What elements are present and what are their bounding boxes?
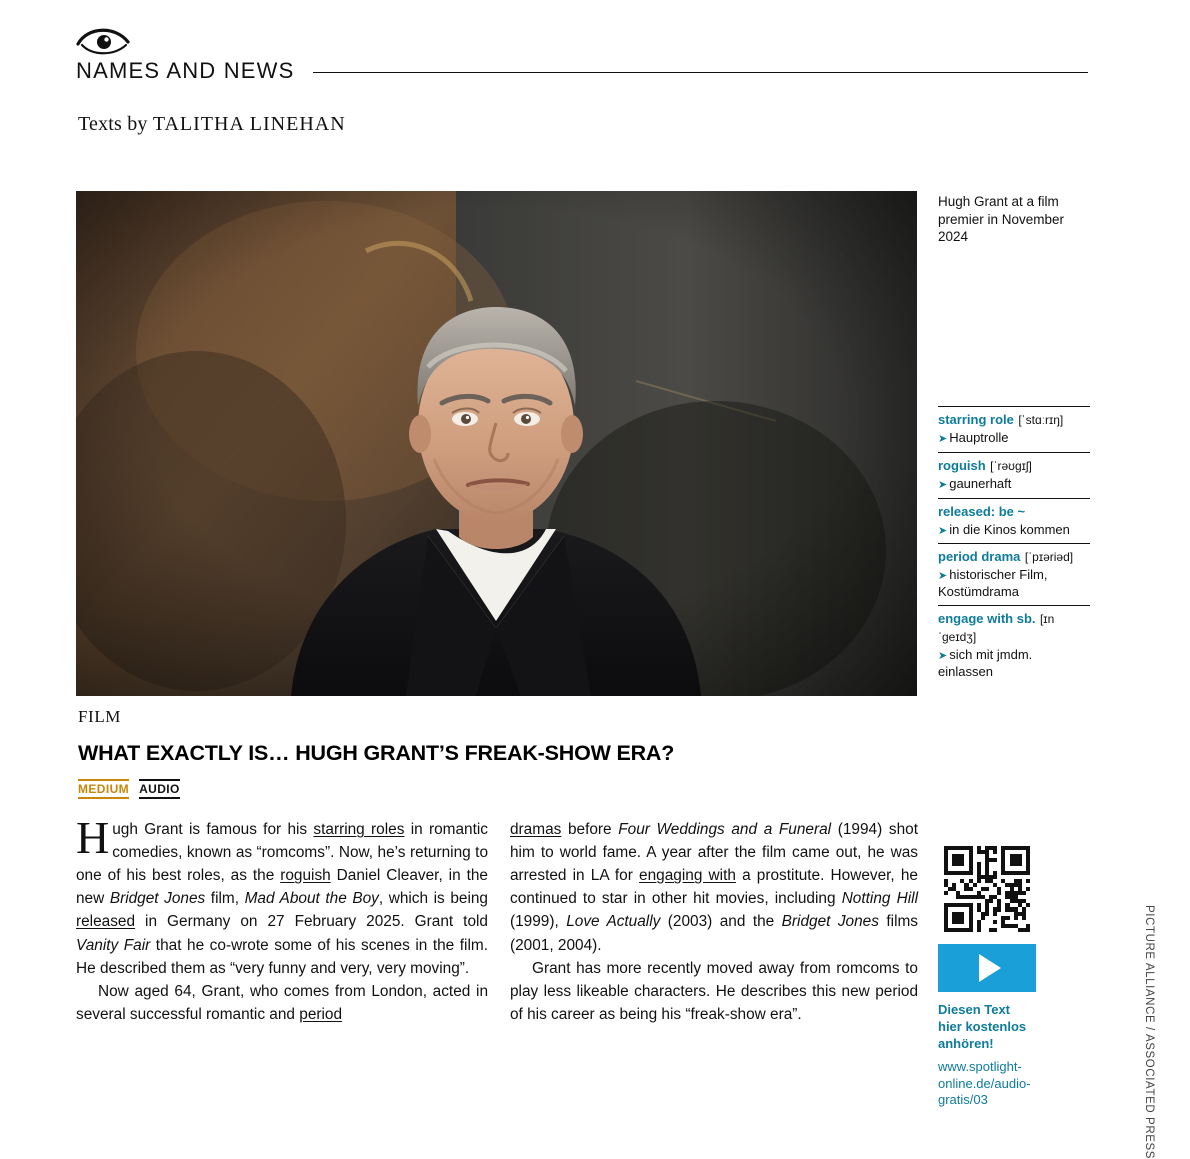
byline-author: TALITHA LINEHAN: [152, 113, 346, 135]
glossary-definition-row: [938, 430, 1090, 447]
text-run: (1999),: [510, 913, 567, 931]
badge-medium: MEDIUM: [78, 779, 129, 799]
glossary-entry: [938, 605, 1090, 685]
glossary-link[interactable]: starring roles: [313, 821, 405, 838]
glossary-definition: in die Kinos kommen: [949, 521, 1070, 537]
glossary-ipa: [ˈrəʊgɪʃ]: [990, 458, 1032, 473]
glossary-definition: historischer Film, Kostümdrama: [938, 567, 1048, 599]
audio-url[interactable]: www.spotlight-online.de/audio-gratis/03: [938, 1058, 1031, 1108]
audio-promo-box: [938, 840, 1036, 1109]
glossary-link-continuation[interactable]: dramas: [510, 821, 562, 838]
photo-credit: PICTURE ALLIANCE / ASSOCIATED PRESS: [1143, 905, 1155, 1159]
text-run: in romantic comedies, known as “romcoms”. Now, he’s returning to one of his best roles, as the: [76, 821, 488, 885]
masthead-divider: [313, 72, 1089, 73]
paragraph: [510, 818, 918, 957]
glossary-link[interactable]: released: [76, 913, 136, 931]
title-italic: Four Weddings and a Funeral: [618, 821, 832, 838]
text-run: film,: [205, 890, 245, 908]
audio-label: Diesen Text hier kostenlos anhören!: [938, 1002, 1027, 1051]
glossary-entry: [938, 498, 1090, 544]
page-title: WHAT EXACTLY IS… HUGH GRANT’S FREAK-SHOW ERA?: [78, 741, 675, 765]
glossary-entry: [938, 543, 1090, 605]
glossary-term: roguish: [938, 457, 986, 473]
glossary-term: period drama: [938, 549, 1021, 565]
text-run: films (2001, 2004).: [510, 913, 919, 954]
glossary-definition-row: [938, 647, 1090, 680]
glossary-entry: [938, 406, 1090, 452]
glossary-term: starring role: [938, 412, 1014, 427]
glossary-term: released: be ~: [938, 503, 1026, 519]
title-italic: Notting Hill: [841, 890, 918, 908]
text-run: (2003) and the: [660, 913, 782, 931]
byline-prefix: Texts by: [78, 113, 153, 135]
arrow-icon: ➤: [938, 650, 948, 663]
paragraph: Grant has more recently moved away from romcoms to play less likeable characters. He describes this new period of his career as being his “freak-show era”.: [510, 959, 918, 1023]
body-column-1: [76, 812, 488, 1026]
glossary-definition-row: [938, 567, 1090, 600]
arrow-icon: ➤: [938, 478, 948, 491]
arrow-icon: ➤: [938, 570, 948, 583]
photo-caption: Hugh Grant at a film premier in November 2024: [938, 194, 1065, 245]
level-badges: [78, 779, 180, 799]
text-run: in Germany on 27 February 2025. Grant told: [135, 913, 488, 931]
text-run: , which is being: [378, 890, 488, 908]
hugh-grant-photo: [76, 191, 917, 696]
paragraph: [76, 980, 488, 1026]
paragraph: [76, 812, 488, 980]
byline: [78, 113, 346, 136]
eye-logo-icon: [76, 22, 132, 56]
glossary-definition: gaunerhaft: [949, 475, 1012, 491]
glossary-box: [938, 406, 1090, 685]
glossary-link[interactable]: period: [299, 1005, 343, 1023]
glossary-ipa: [ˈpɪəriəd]: [1024, 550, 1074, 565]
glossary-ipa: [ɪnˈgeɪdʒ]: [938, 612, 1055, 645]
play-icon: [979, 954, 1001, 982]
title-italic: Bridget Jones: [109, 890, 206, 908]
masthead-title: NAMES AND NEWS: [76, 58, 295, 83]
title-italic: Bridget Jones: [781, 913, 879, 931]
drop-cap: H: [76, 812, 110, 863]
play-button[interactable]: [938, 944, 1036, 992]
glossary-link[interactable]: engaging with: [639, 867, 736, 885]
article-kicker: FILM: [78, 707, 122, 726]
arrow-icon: ➤: [938, 524, 948, 537]
glossary-definition-row: [938, 476, 1090, 493]
text-run: ugh Grant is famous for his: [112, 821, 314, 838]
badge-audio[interactable]: AUDIO: [139, 779, 180, 799]
qr-code[interactable]: [938, 840, 1036, 938]
glossary-term: engage with sb.: [938, 611, 1036, 627]
masthead: [76, 58, 1088, 84]
text-run: a prostitute. However, he continued to star in other hit movies, including: [510, 867, 918, 908]
text-run: before: [561, 821, 619, 838]
text-run: that he co-wrote some of his scenes in the film. He described them as “very funny and very, very moving”.: [76, 936, 488, 977]
glossary-entry: [938, 452, 1090, 498]
arrow-icon: ➤: [938, 433, 948, 445]
text-run: (1994) shot him to world fame. A year after the film came out, he was arrested in LA for: [510, 821, 918, 885]
title-italic: Love Actually: [566, 913, 661, 931]
glossary-definition: sich mit jmdm. einlassen: [938, 647, 1033, 679]
title-italic: Vanity Fair: [76, 936, 151, 954]
title-italic: Mad About the Boy: [244, 890, 379, 908]
text-run: Daniel Cleaver, in the new: [76, 867, 488, 908]
glossary-ipa: [ˈstɑːrɪŋ]: [1018, 413, 1064, 427]
body-column-2: [510, 818, 918, 1026]
glossary-definition-row: [938, 522, 1090, 539]
glossary-link[interactable]: roguish: [280, 867, 331, 885]
text-run: Now aged 64, Grant, who comes from London, acted in several successful romantic and: [76, 982, 488, 1023]
glossary-definition: Hauptrolle: [949, 430, 1009, 445]
